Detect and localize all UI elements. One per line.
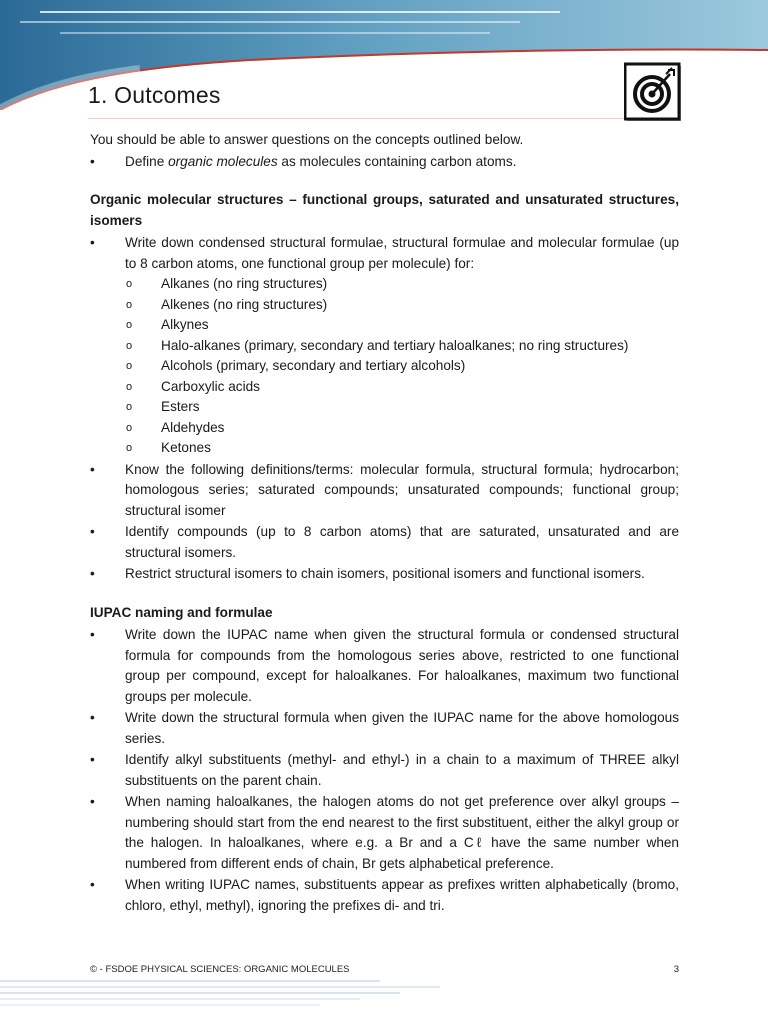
bullet-icon: • (90, 627, 95, 642)
circle-bullet-icon: o (126, 442, 133, 454)
define-post: as molecules containing carbon atoms. (277, 153, 517, 169)
list-item (90, 564, 679, 585)
page-title: 1. Outcomes (88, 82, 221, 108)
bullet-icon: • (90, 235, 95, 250)
section-heading-structures: Organic molecular structures – functional groups, saturated and unsaturated structures, isomers (90, 192, 679, 228)
bullet-icon: • (90, 752, 95, 767)
list-item-text: Know the following definitions/terms: molecular formula, structural formula; hydrocarbon; homologous series; saturated compounds; unsaturated compounds; functional group; structural isomer (125, 461, 679, 518)
circle-bullet-icon: o (126, 298, 133, 311)
footer-text: © - FSDOE PHYSICAL SCIENCES: ORGANIC MOLECULES (90, 964, 350, 975)
list-item (90, 875, 679, 916)
list-item-text: When naming haloalkanes, the halogen atoms do not get preference over alkyl groups – numbering should start from the end nearest to the first substituent, either the alkyl group or the halogen. In haloalkanes, where e.g. a Br and a Cℓ have the same number when numbered from different ends of chain, Br gets alphabetical preference. (125, 794, 679, 871)
bullet-icon: • (90, 524, 95, 539)
circle-bullet-icon: o (126, 278, 133, 290)
intro-text: You should be able to answer questions on the concepts outlined below. (90, 132, 524, 147)
define-term: organic molecules (168, 153, 278, 169)
target-icon (624, 62, 682, 122)
list-item-text: Write down the IUPAC name when given the structural formula or condensed structural formula for compounds from the homologous series above, restricted to one functional group per compound, except for haloalkanes. For haloalkanes, maximum two functional groups per molecule. (125, 627, 679, 704)
sub-list-item: o Carboxylic acids (90, 377, 679, 398)
sub-list-item: o Ketones (90, 438, 679, 459)
list-item-text: Write down condensed structural formulae, structural formulae and molecular formulae (up to 8 carbon atoms, one functional group per molecule) for: (125, 235, 679, 271)
list-item-text: When writing IUPAC names, substituents appear as prefixes written alphabetically (bromo, chloro, ethyl, methyl), ignoring the prefixes di- and tri. (125, 877, 679, 913)
list-item-text: Write down the structural formula when given the IUPAC name for the above homologous series. (125, 710, 679, 746)
sub-list-item: o Alkanes (no ring structures) (90, 274, 679, 295)
list-item (90, 625, 679, 707)
circle-bullet-icon: o (126, 401, 133, 413)
list-item (90, 152, 679, 173)
sub-list-item: o Alkenes (no ring structures) (90, 295, 679, 316)
list-item (90, 750, 679, 791)
bullet-icon: • (90, 153, 95, 169)
bullet-icon: • (90, 461, 95, 477)
sub-list-item: o Aldehydes (90, 418, 679, 439)
list-item-text: Restrict structural isomers to chain isomers, positional isomers and functional isomers. (125, 566, 645, 581)
list-item (90, 708, 679, 749)
page-number: 3 (673, 964, 679, 975)
sub-list-item: o Alkynes (90, 315, 679, 336)
list-item-text: Identify alkyl substituents (methyl- and ethyl-) in a chain to a maximum of THREE alkyl substituents on the parent chain. (125, 752, 679, 788)
circle-bullet-icon: o (126, 421, 133, 434)
bullet-icon: • (90, 794, 95, 809)
section-heading-iupac: IUPAC naming and formulae (90, 604, 273, 620)
bullet-icon: • (90, 877, 95, 892)
list-item-text: Identify compounds (up to 8 carbon atoms) that are saturated, unsaturated and are structural isomers. (125, 524, 679, 560)
list-item (90, 233, 679, 274)
bullet-icon: • (90, 566, 95, 581)
bullet-icon: • (90, 710, 95, 725)
page-footer (90, 964, 679, 975)
title-divider (88, 118, 678, 119)
sub-list-item: o Alcohols (primary, secondary and tertiary alcohols) (90, 356, 679, 377)
circle-bullet-icon: o (126, 319, 133, 331)
circle-bullet-icon: o (126, 360, 133, 372)
circle-bullet-icon: o (126, 339, 133, 352)
circle-bullet-icon: o (126, 380, 133, 393)
list-item (90, 792, 679, 874)
sub-list-item: o Esters (90, 397, 679, 418)
sub-list-item: o Halo-alkanes (primary, secondary and tertiary haloalkanes; no ring structures) (90, 336, 679, 357)
footer-decoration (0, 975, 768, 1024)
outcomes-content (90, 130, 679, 916)
list-item (90, 522, 679, 563)
define-pre: Define (125, 153, 169, 169)
list-item (90, 460, 679, 522)
